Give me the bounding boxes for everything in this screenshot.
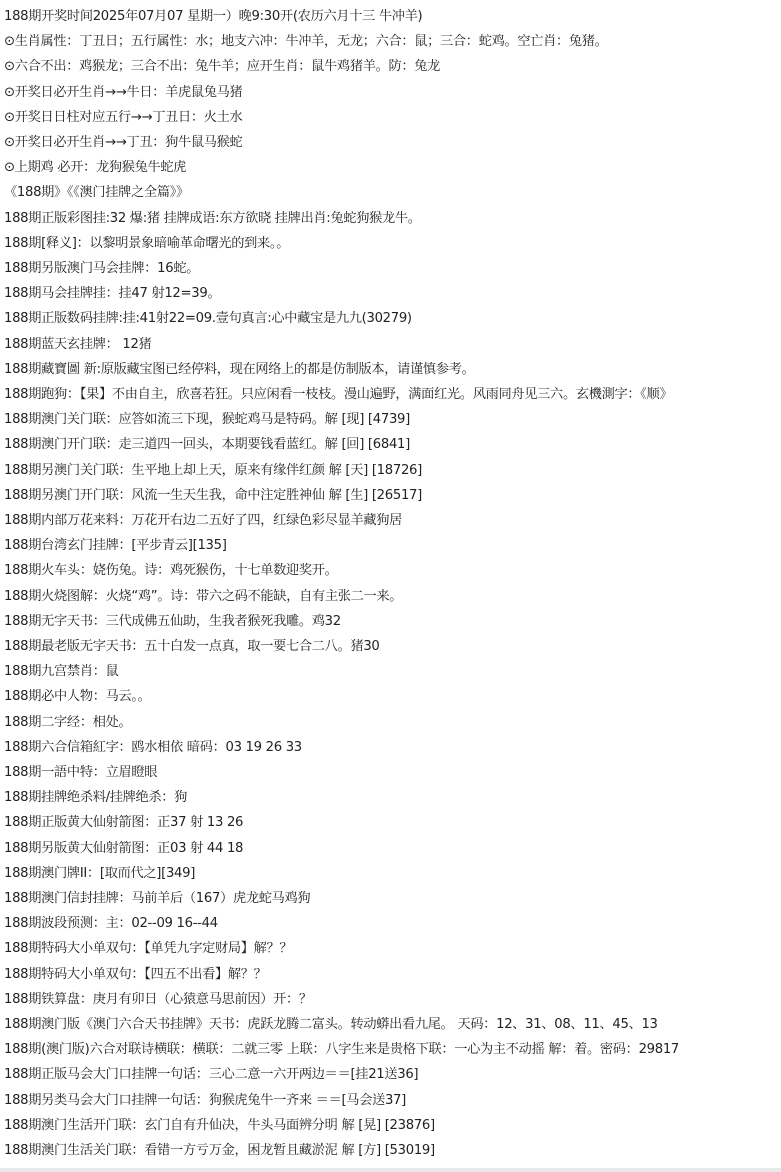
text-line: 188期正版马会大门口挂牌一句话：三心二意一六开两边＝＝[挂21送36] [4,1067,419,1083]
text-line: 188期九宫禁肖：鼠 [4,664,119,680]
text-line: 188期最老版无字天书：五十白发一点真，取一要七合二八。猪30 [4,639,380,654]
text-line: 188期澳门生活开门联：玄门自有升仙决，牛头马面辨分明 解 [晃] [23876] [4,1117,435,1133]
text-line: 188期挂牌绝杀料/挂牌绝杀：狗 [4,790,188,806]
text-line: 188期另类马会大门口挂牌一句话：狗猴虎兔牛一齐来 ＝＝[马会送37] [4,1092,406,1108]
text-line: 188期跑狗：【果】不由自主，欣喜若狂。只应闲看一枝枝。漫山遍野，满面红光。风雨同舟见三六。玄機測字：《顺》 [4,387,673,402]
text-line: ⊙上期鸡 必开：龙狗猴兔牛蛇虎 [4,160,187,176]
text-line: 188期正版黄大仙射箭图：正37 射 13 26 [4,815,244,831]
text-line: 188期特码大小单双句：【单凭九字定财局】解？？ [4,941,293,957]
text-line: 188期内部万花来料：万花开右边二五好了四，红绿色彩尽显羊藏狗居 [4,513,403,528]
text-line: 188期另澳门开门联：风流一生天生我，命中注定胜神仙 解 [生] [26517] [4,487,422,503]
text-line: ⊙生肖属性：丁丑日；五行属性：水；地支六冲：牛冲羊，无龙；六合：鼠；三合：蛇鸡。空亡肖：兔猪。 [4,34,608,50]
text-line: 188期澳门开门联：走三道四一回头，本期要钱看蓝红。解 [回] [6841] [4,437,410,453]
page-bottom-border [0,1168,781,1172]
text-line: 188期铁算盘：庚月有卯日（心猿意马思前因）开：？ [4,991,312,1007]
text-line: 188期六合信箱紅字：鸥水相依 暗码：03 19 26 33 [4,739,302,755]
text-line: ⊙开奖日必开生肖→→丁丑：狗牛鼠马猴蛇 [4,135,243,150]
text-line: 188期藏寶圖 新:原版藏宝图已经停料，现在网络上的都是仿制版本，请谨慎参考。 [4,361,475,377]
text-line: ⊙开奖日日柱对应五行→→丁丑日：火土水 [4,109,243,125]
text-line: 188期澳门生活关门联：看错一方亏万金，困龙暂且藏淤泥 解 [方] [53019] [4,1143,435,1158]
text-line: 188期另澳门关门联：生平地上却上天，原来有缘伴红颜 解 [天] [18726] [4,462,422,478]
text-line: 188期澳门信封挂牌：马前羊后（167）虎龙蛇马鸡狗 [4,891,311,906]
text-line: 188期波段预测：主：02--09 16--44 [4,916,218,932]
text-line: 188期开奖时间2025年07月07 星期一）晚9:30开(农历六月十三 牛冲羊) [4,9,423,24]
text-line: 188期正版数码挂牌:挂:41射22=09.壹句真言:心中藏宝是九九(30279) [4,311,412,327]
text-line: 188期[释义]：以黎明景象暗喻革命曙光的到来。。 [4,235,290,251]
text-line: 188期特码大小单双句：【四五不出看】解？？ [4,966,267,982]
text-line: 188期二字经：相处。 [4,714,132,730]
text-line: 188期一語中特：立眉瞪眼 [4,765,158,780]
text-line: 188期澳门版《澳门六合天书挂牌》天书：虎跃龙腾二富头。转动蟒出看九尾。 天码：12、31、08、11、45、13 [4,1017,658,1032]
text-line: ⊙六合不出：鸡猴龙；三合不出：兔牛羊；应开生肖：鼠牛鸡猪羊。防：兔龙 [4,59,441,75]
text-line: 188期另版澳门马会挂牌：16蛇。 [4,261,200,276]
text-line: 188期必中人物：马云。。 [4,689,151,705]
text-line: 188期澳门关门联：应答如流三下现，猴蛇鸡马是特码。解 [现] [4739] [4,412,410,428]
text-line: 188期台湾玄门挂牌：[平步青云][135] [4,538,227,554]
text-line: 188期蓝天玄挂牌： 12猪 [4,336,152,352]
text-line: 188期(澳门版)六合对联诗横联：横联：二就三零 上联：八字生来是贵格下联：一心为主不动摇 解：着。密码：29817 [4,1042,680,1058]
text-line: 《188期》《《澳门挂牌之全篇》》 [4,185,189,201]
text-line: 188期澳门牌II：[取而代之][349] [4,865,196,881]
text-line: ⊙开奖日必开生肖→→牛日：羊虎鼠兔马猪 [4,84,243,100]
text-line: 188期正版彩图挂:32 爆:猪 挂牌成语:东方欲晓 挂牌出肖:兔蛇狗猴龙牛。 [4,210,421,226]
text-line: 188期火烧图解：火烧“鸡”。诗：带六之码不能缺，自有主张二一来。 [4,588,403,604]
text-line: 188期另版黄大仙射箭图：正03 射 44 18 [4,840,244,856]
text-line: 188期马会挂牌挂：挂47 射12=39。 [4,286,221,302]
text-line: 188期无字天书：三代成佛五仙助，生我者猴死我雕。鸡32 [4,613,341,629]
text-line: 188期火车头：娆伤兔。诗：鸡死猴伤，十七单数迎奖开。 [4,563,338,579]
